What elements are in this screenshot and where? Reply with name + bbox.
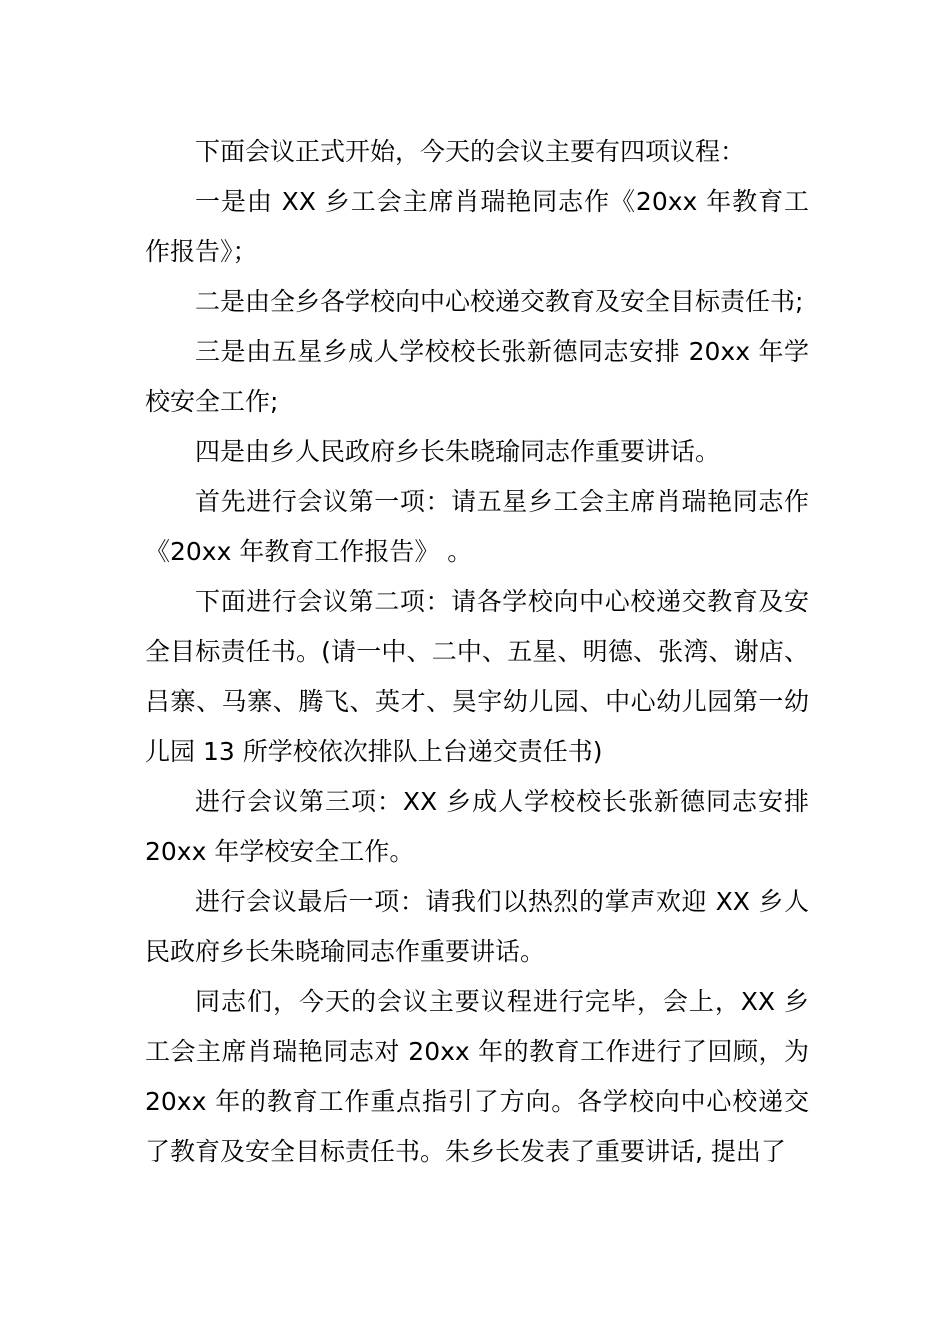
paragraph-first-item: 首先进行会议第一项：请五星乡工会主席肖瑞艳同志作《20xx 年教育工作报告》 。 xyxy=(145,487,809,566)
document-body xyxy=(145,127,809,1177)
paragraph-agenda-item-1: 一是由 XX 乡工会主席肖瑞艳同志作《20xx 年教育工作报告》； xyxy=(145,187,809,266)
paragraph-agenda-item-4: 四是由乡人民政府乡长朱晓瑜同志作重要讲话。 xyxy=(195,437,721,466)
paragraph-last-item: 进行会议最后一项：请我们以热烈的掌声欢迎 XX 乡人民政府乡长朱晓瑜同志作重要讲话。 xyxy=(145,887,809,966)
paragraph-closing: 同志们，今天的会议主要议程进行完毕，会上，XX 乡工会主席肖瑞艳同志对 20xx 年的教育工作进行了回顾，为 20xx 年的教育工作重点指引了方向。各学校向中心校递交了教育及安全目标责任书。朱乡长发表了重要讲话, 提出了 xyxy=(145,987,809,1166)
paragraph-second-item: 下面进行会议第二项：请各学校向中心校递交教育及安全目标责任书。(请一中、二中、五星、明德、张湾、谢店、吕寨、马寨、腾飞、英才、昊宇幼儿园、中心幼儿园第一幼儿园 13 所学校依次排队上台递交责任书) xyxy=(145,587,809,766)
paragraph-agenda-intro: 下面会议正式开始，今天的会议主要有四项议程： xyxy=(195,137,746,166)
paragraph-agenda-item-3: 三是由五星乡成人学校校长张新德同志安排 20xx 年学校安全工作; xyxy=(145,337,809,416)
paragraph-agenda-item-2: 二是由全乡各学校向中心校递交教育及安全目标责任书; xyxy=(195,287,804,316)
paragraph-third-item: 进行会议第三项：XX 乡成人学校校长张新德同志安排 20xx 年学校安全工作。 xyxy=(145,787,809,866)
